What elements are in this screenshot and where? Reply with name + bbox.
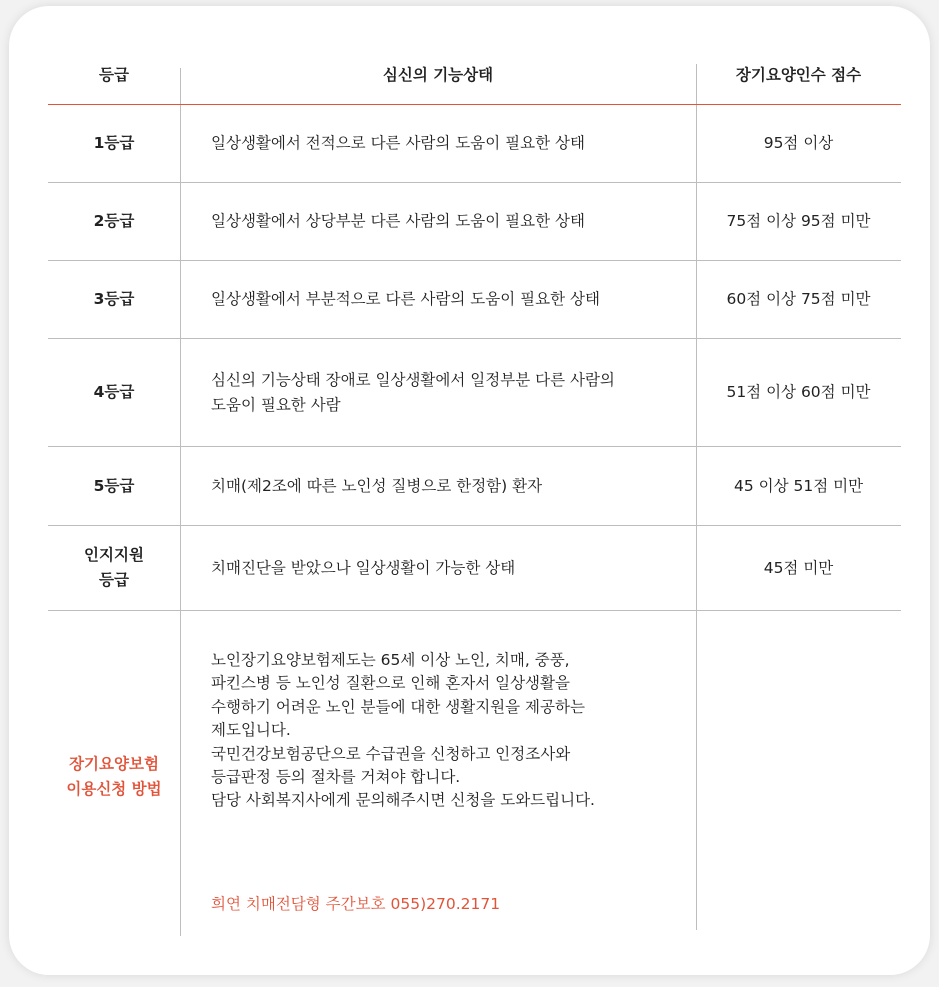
method-label: 장기요양보험 이용신청 방법 <box>66 755 162 798</box>
grade-state: 치매(제2조에 따른 노인성 질병으로 한정함) 환자 <box>211 476 543 495</box>
grade-label: 1등급 <box>93 134 135 152</box>
grade-score: 45점 미만 <box>763 558 834 577</box>
method-description: 노인장기요양보험제도는 65세 이상 노인, 치매, 중풍, 파킨스병 등 노인성 질환으로 인해 혼자서 일상생활을 수행하기 어려운 노인 분들에 대한 생활지원을 제공하는 제도입니다. 국민건강보험공단으로 수급권을 신청하고 인정조사와 등급판정 등의 절차를 거쳐야 합니다. 담당 사회복지사에게 문의해주시면 신청을 도와드립니다. <box>211 651 595 810</box>
grade-label: 인지지원 등급 <box>84 546 144 589</box>
content-card <box>9 6 930 975</box>
header-grade: 등급 <box>99 65 129 84</box>
header-state: 심신의 기능상태 <box>382 65 494 84</box>
row-divider <box>48 610 901 611</box>
grade-score: 60점 이상 75점 미만 <box>726 290 871 308</box>
grade-state: 일상생활에서 상당부분 다른 사람의 도움이 필요한 상태 <box>211 212 585 230</box>
grade-score: 75점 이상 95점 미만 <box>726 212 871 230</box>
grade-state: 일상생활에서 전적으로 다른 사람의 도움이 필요한 상태 <box>211 134 585 152</box>
grade-label: 5등급 <box>93 476 135 495</box>
grade-label: 2등급 <box>93 212 135 230</box>
header-score: 장기요양인수 점수 <box>735 65 862 84</box>
grade-score: 45 이상 51점 미만 <box>733 476 864 495</box>
grade-label: 3등급 <box>93 290 135 308</box>
care-grade-table <box>48 46 901 936</box>
grade-score: 51점 이상 60점 미만 <box>726 383 871 401</box>
grade-state: 치매진단을 받았으나 일상생활이 가능한 상태 <box>211 558 516 577</box>
grade-label: 4등급 <box>93 383 135 401</box>
contact-info: 희연 치매전담형 주간보호 055)270.2171 <box>211 895 501 913</box>
grade-score: 95점 이상 <box>763 134 834 152</box>
grade-state: 심신의 기능상태 장애로 일상생활에서 일정부분 다른 사람의 도움이 필요한 사람 <box>211 370 615 414</box>
grade-state: 일상생활에서 부분적으로 다른 사람의 도움이 필요한 상태 <box>211 290 600 308</box>
